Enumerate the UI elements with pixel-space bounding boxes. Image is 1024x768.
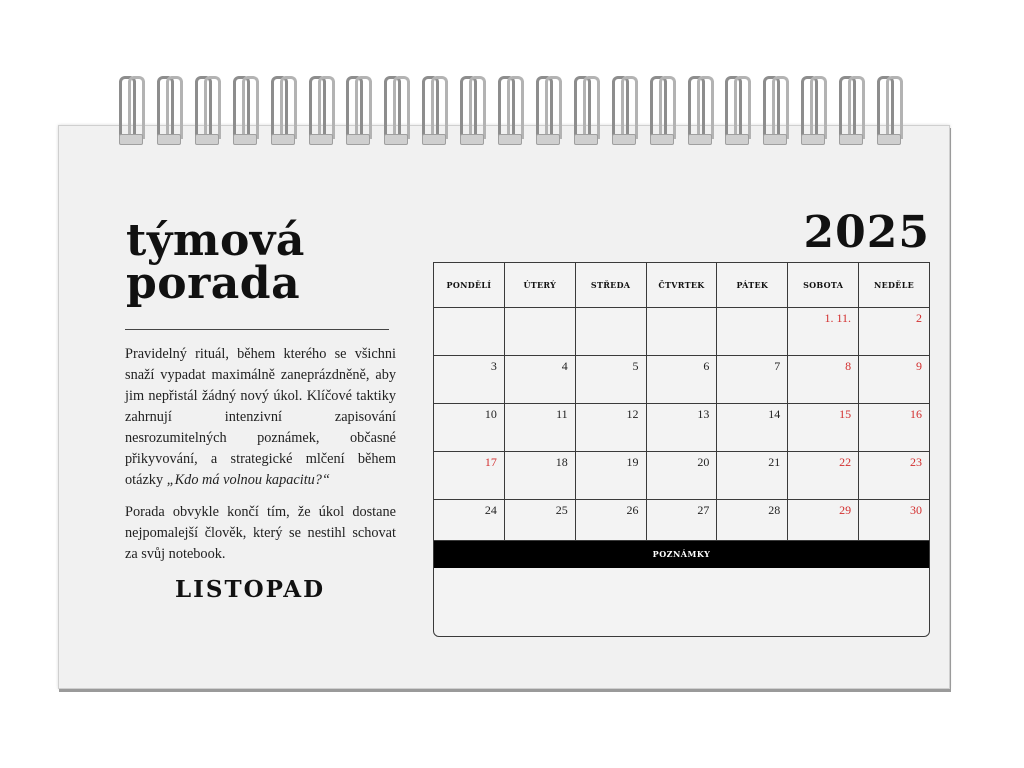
- calendar-day-cell[interactable]: 16: [859, 404, 930, 452]
- calendar-day-cell[interactable]: 28: [717, 500, 788, 548]
- weekday-header: PÁTEK: [717, 263, 788, 308]
- description-quote: „Kdo má volnou kapacitu?“: [166, 472, 330, 488]
- calendar-empty-cell[interactable]: [646, 308, 717, 356]
- spiral-ring: [497, 74, 523, 148]
- calendar-day-cell[interactable]: 2: [859, 308, 930, 356]
- calendar-day-cell[interactable]: 21: [717, 452, 788, 500]
- calendar-day-cell[interactable]: 14: [717, 404, 788, 452]
- spiral-ring: [345, 74, 371, 148]
- calendar-day-cell[interactable]: 24: [434, 500, 505, 548]
- spiral-ring: [838, 74, 864, 148]
- description-paragraph-1: [125, 344, 396, 491]
- calendar-empty-cell[interactable]: [575, 308, 646, 356]
- spiral-binding: [118, 74, 908, 150]
- divider: [125, 329, 389, 330]
- calendar-week-row: [434, 452, 930, 500]
- calendar-day-cell[interactable]: 7: [717, 356, 788, 404]
- calendar-day-cell[interactable]: 15: [788, 404, 859, 452]
- calendar-day-cell[interactable]: 29: [788, 500, 859, 548]
- calendar-week-row: [434, 356, 930, 404]
- calendar-day-cell[interactable]: 27: [646, 500, 717, 548]
- description-text-1: Pravidelný rituál, během kterého se všichni snaží vypadat maximálně zaneprázdněně, aby jim nepřistál žádný nový úkol. Klíčové taktiky zahrnují intenzivní zapisování nesrozumitelných poznámek, občasné přikyvování, a strategické mlčení během otázky: [125, 346, 396, 488]
- calendar-day-cell[interactable]: 13: [646, 404, 717, 452]
- page-title: [126, 215, 305, 309]
- calendar-day-cell[interactable]: 19: [575, 452, 646, 500]
- description-paragraph-2: Porada obvykle končí tím, že úkol dostane nejpomalejší člověk, který se nestihl schovat za svůj notebook.: [125, 504, 396, 562]
- spiral-ring: [724, 74, 750, 148]
- calendar-day-cell[interactable]: 23: [859, 452, 930, 500]
- notes-box[interactable]: [433, 540, 930, 637]
- calendar-day-cell[interactable]: 8: [788, 356, 859, 404]
- weekday-header: NEDĚLE: [859, 263, 930, 308]
- spiral-ring: [611, 74, 637, 148]
- spiral-ring: [762, 74, 788, 148]
- year-label: 2025: [803, 207, 930, 258]
- weekday-header: PONDĚLÍ: [434, 263, 505, 308]
- spiral-ring: [270, 74, 296, 148]
- spiral-ring: [687, 74, 713, 148]
- title-line-1: týmová: [126, 215, 305, 266]
- calendar-day-cell[interactable]: 30: [859, 500, 930, 548]
- spiral-ring: [383, 74, 409, 148]
- calendar-day-cell[interactable]: 1. 11.: [788, 308, 859, 356]
- spiral-ring: [156, 74, 182, 148]
- calendar-day-cell[interactable]: 5: [575, 356, 646, 404]
- weekday-header: STŘEDA: [575, 263, 646, 308]
- spiral-ring: [573, 74, 599, 148]
- calendar-week-row: [434, 404, 930, 452]
- calendar-day-cell[interactable]: 12: [575, 404, 646, 452]
- calendar-day-cell[interactable]: 22: [788, 452, 859, 500]
- calendar-empty-cell[interactable]: [434, 308, 505, 356]
- spiral-ring: [876, 74, 902, 148]
- weekday-header: ČTVRTEK: [646, 263, 717, 308]
- spiral-ring: [800, 74, 826, 148]
- calendar-day-cell[interactable]: 4: [504, 356, 575, 404]
- month-label: LISTOPAD: [174, 576, 326, 603]
- calendar-day-cell[interactable]: 18: [504, 452, 575, 500]
- calendar-week-row: [434, 308, 930, 356]
- spiral-ring: [421, 74, 447, 148]
- spiral-ring: [459, 74, 485, 148]
- calendar-day-cell[interactable]: 17: [434, 452, 505, 500]
- spiral-ring: [232, 74, 258, 148]
- calendar-day-cell[interactable]: 6: [646, 356, 717, 404]
- weekday-header: ÚTERÝ: [504, 263, 575, 308]
- spiral-ring: [649, 74, 675, 148]
- title-line-2: porada: [126, 258, 301, 309]
- spiral-ring: [118, 74, 144, 148]
- calendar-day-cell[interactable]: 3: [434, 356, 505, 404]
- calendar-day-cell[interactable]: 26: [575, 500, 646, 548]
- weekday-header: SOBOTA: [788, 263, 859, 308]
- calendar-empty-cell[interactable]: [504, 308, 575, 356]
- calendar-day-cell[interactable]: 25: [504, 500, 575, 548]
- weekday-header-row: [434, 263, 930, 308]
- spiral-ring: [194, 74, 220, 148]
- calendar-day-cell[interactable]: 20: [646, 452, 717, 500]
- description: [125, 344, 396, 576]
- spiral-ring: [535, 74, 561, 148]
- spiral-ring: [308, 74, 334, 148]
- calendar-grid: [433, 262, 930, 548]
- calendar-empty-cell[interactable]: [717, 308, 788, 356]
- calendar-day-cell[interactable]: 10: [434, 404, 505, 452]
- notes-header: POZNÁMKY: [434, 541, 929, 568]
- calendar-day-cell[interactable]: 9: [859, 356, 930, 404]
- calendar-day-cell[interactable]: 11: [504, 404, 575, 452]
